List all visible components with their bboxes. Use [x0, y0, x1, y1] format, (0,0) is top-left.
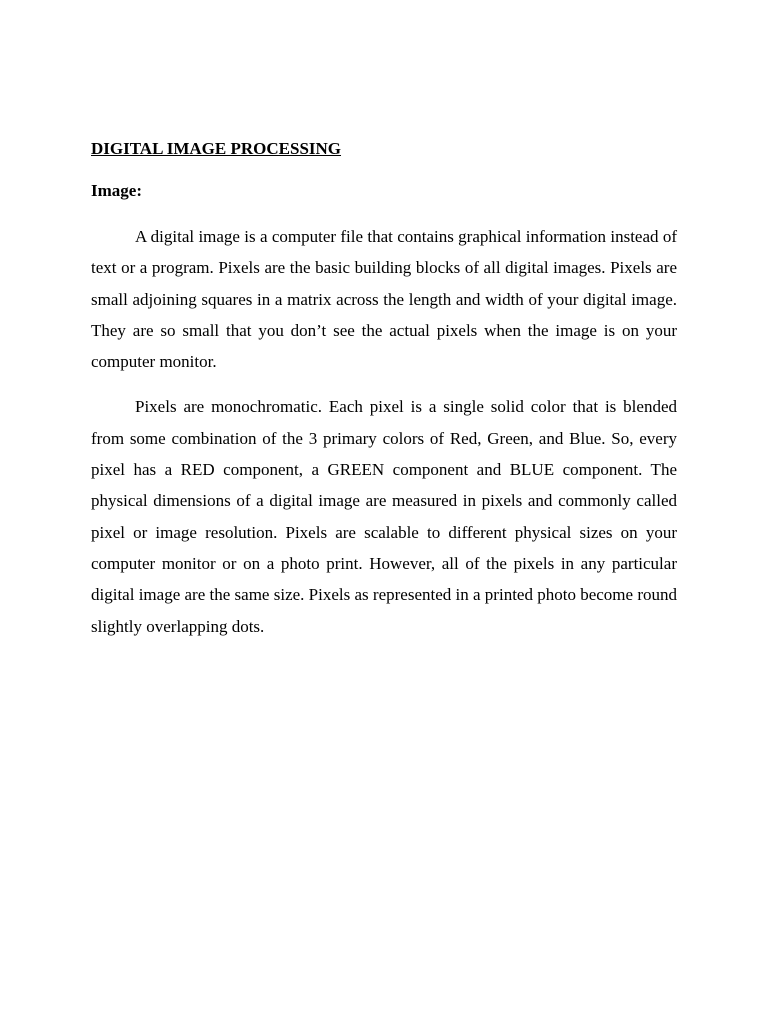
document-title: DIGITAL IMAGE PROCESSING	[91, 139, 342, 158]
paragraph-digital-image: A digital image is a computer file that contains graphical information instead of text or a program. Pixels are the basic building blocks of all digital images. Pixels are small adjoining squares in a matrix across the length and width of your digital image. They are so small that you don’t see the actual pixels when the image is on your computer monitor.	[91, 227, 677, 372]
section-heading: Image:	[91, 181, 142, 200]
paragraph-pixels: Pixels are monochromatic. Each pixel is a single solid color that is blended from some combination of the 3 primary colors of Red, Green, and Blue. So, every pixel has a RED component, a GREEN component and BLUE component. The physical dimensions of a digital image are measured in pixels and commonly called pixel or image resolution. Pixels are scalable to different physical sizes on your computer monitor or on a photo print. However, all of the pixels in any particular digital image are the same size. Pixels as represented in a printed photo become round slightly overlapping dots.	[91, 397, 677, 636]
document-body	[91, 136, 677, 642]
